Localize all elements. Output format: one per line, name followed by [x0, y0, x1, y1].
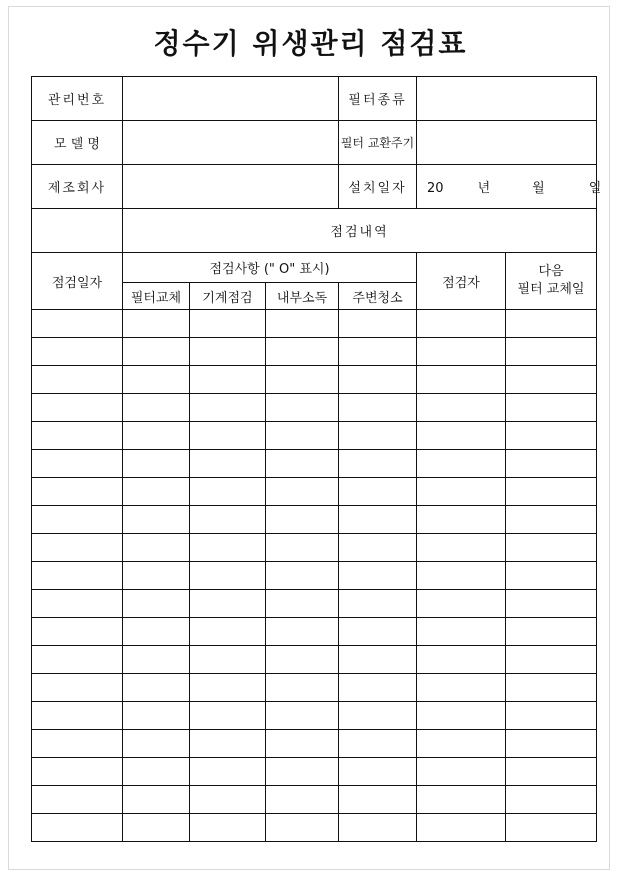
record-cell[interactable]: [417, 450, 506, 478]
model-field[interactable]: [123, 121, 339, 165]
record-cell[interactable]: [339, 758, 417, 786]
record-cell[interactable]: [339, 310, 417, 338]
record-cell[interactable]: [506, 590, 597, 618]
record-cell[interactable]: [123, 450, 190, 478]
record-cell[interactable]: [506, 478, 597, 506]
filter-type-label: 필터종류: [339, 77, 417, 121]
record-cell[interactable]: [506, 534, 597, 562]
record-cell[interactable]: [339, 562, 417, 590]
record-cell[interactable]: [339, 366, 417, 394]
record-cell[interactable]: [266, 478, 339, 506]
table-row: [32, 674, 597, 702]
record-cell[interactable]: [266, 366, 339, 394]
record-cell[interactable]: [190, 422, 266, 450]
page-title: 정수기 위생관리 점검표: [153, 27, 468, 60]
install-date-month: 월: [532, 181, 545, 196]
item-machine-check: 기계점검: [190, 283, 266, 310]
record-cell[interactable]: [339, 506, 417, 534]
record-cell[interactable]: [123, 674, 190, 702]
record-cell[interactable]: [190, 646, 266, 674]
record-cell[interactable]: [266, 814, 339, 842]
record-cell[interactable]: [417, 366, 506, 394]
record-cell[interactable]: [266, 618, 339, 646]
table-row: [32, 618, 597, 646]
record-cell[interactable]: [417, 478, 506, 506]
record-cell[interactable]: [506, 422, 597, 450]
record-cell[interactable]: [32, 730, 123, 758]
record-cell[interactable]: [417, 646, 506, 674]
record-cell[interactable]: [190, 786, 266, 814]
record-cell[interactable]: [123, 310, 190, 338]
record-cell[interactable]: [266, 310, 339, 338]
record-cell[interactable]: [123, 814, 190, 842]
record-cell[interactable]: [190, 562, 266, 590]
record-cell[interactable]: [339, 478, 417, 506]
record-cell[interactable]: [190, 618, 266, 646]
record-cell[interactable]: [339, 814, 417, 842]
table-row: [32, 562, 597, 590]
record-cell[interactable]: [339, 590, 417, 618]
table-row: [32, 422, 597, 450]
record-cell[interactable]: [506, 366, 597, 394]
item-surroundings-clean: 주변청소: [339, 283, 417, 310]
record-cell[interactable]: [123, 702, 190, 730]
record-cell[interactable]: [190, 674, 266, 702]
record-cell[interactable]: [123, 338, 190, 366]
record-cell[interactable]: [32, 506, 123, 534]
record-cell[interactable]: [123, 534, 190, 562]
record-cell[interactable]: [190, 478, 266, 506]
maker-label: 제조회사: [32, 165, 123, 209]
record-cell[interactable]: [506, 814, 597, 842]
record-cell[interactable]: [266, 730, 339, 758]
record-cell[interactable]: [266, 450, 339, 478]
record-cell[interactable]: [190, 758, 266, 786]
next-filter-line2: 필터 교체일: [517, 282, 585, 297]
record-cell[interactable]: [417, 506, 506, 534]
table-row: [32, 338, 597, 366]
next-filter-line1: 다음: [538, 264, 564, 279]
record-cell[interactable]: [123, 394, 190, 422]
record-cell[interactable]: [266, 338, 339, 366]
record-cell[interactable]: [190, 338, 266, 366]
record-cell[interactable]: [506, 786, 597, 814]
record-cell[interactable]: [506, 506, 597, 534]
record-cell[interactable]: [417, 702, 506, 730]
record-cell[interactable]: [123, 562, 190, 590]
record-cell[interactable]: [32, 422, 123, 450]
record-cell[interactable]: [32, 534, 123, 562]
table-row: [32, 478, 597, 506]
record-cell[interactable]: [417, 758, 506, 786]
record-cell[interactable]: [32, 590, 123, 618]
record-cell[interactable]: [339, 422, 417, 450]
record-cell[interactable]: [190, 534, 266, 562]
record-cell[interactable]: [506, 674, 597, 702]
record-cell[interactable]: [123, 422, 190, 450]
record-cell[interactable]: [506, 646, 597, 674]
record-cell[interactable]: [123, 590, 190, 618]
record-cell[interactable]: [506, 338, 597, 366]
record-cell[interactable]: [339, 646, 417, 674]
record-cell[interactable]: [417, 786, 506, 814]
record-cell[interactable]: [123, 506, 190, 534]
record-cell[interactable]: [339, 618, 417, 646]
install-date-prefix: 20: [427, 181, 444, 196]
table-row: [32, 450, 597, 478]
record-cell[interactable]: [32, 366, 123, 394]
record-cell[interactable]: [339, 674, 417, 702]
record-cell[interactable]: [266, 422, 339, 450]
record-cell[interactable]: [32, 618, 123, 646]
install-date-label: 설치일자: [339, 165, 417, 209]
table-row: [32, 730, 597, 758]
record-cell[interactable]: [339, 730, 417, 758]
table-row: [32, 758, 597, 786]
record-cell[interactable]: [266, 394, 339, 422]
record-cell[interactable]: [266, 534, 339, 562]
record-cell[interactable]: [339, 786, 417, 814]
record-cell[interactable]: [339, 450, 417, 478]
record-cell[interactable]: [417, 310, 506, 338]
record-cell[interactable]: [32, 646, 123, 674]
record-cell[interactable]: [123, 786, 190, 814]
install-date-field[interactable]: [417, 165, 602, 209]
record-cell[interactable]: [32, 450, 123, 478]
maker-field[interactable]: [123, 165, 339, 209]
record-cell[interactable]: [506, 394, 597, 422]
table-row: [32, 310, 597, 338]
record-cell[interactable]: [417, 618, 506, 646]
record-cell[interactable]: [506, 702, 597, 730]
install-date-year: 년: [477, 181, 491, 196]
record-cell[interactable]: [32, 338, 123, 366]
record-cell[interactable]: [190, 394, 266, 422]
install-date-day: 일: [588, 181, 602, 196]
record-cell[interactable]: [339, 702, 417, 730]
record-cell[interactable]: [417, 534, 506, 562]
record-cell[interactable]: [266, 786, 339, 814]
section-title: 점검내역: [123, 209, 597, 253]
items-header: 점검사항 (" O" 표시): [123, 253, 417, 283]
record-cell[interactable]: [190, 702, 266, 730]
record-cell[interactable]: [123, 730, 190, 758]
table-row: [32, 702, 597, 730]
record-cell[interactable]: [32, 674, 123, 702]
record-cell[interactable]: [190, 366, 266, 394]
record-cell[interactable]: [32, 786, 123, 814]
record-cell[interactable]: [417, 674, 506, 702]
manage-no-field[interactable]: [123, 77, 339, 121]
inspection-table: [31, 76, 602, 842]
blank-corner: [32, 209, 123, 253]
record-cell[interactable]: [506, 450, 597, 478]
record-cell[interactable]: [417, 338, 506, 366]
record-cell[interactable]: [506, 562, 597, 590]
record-cell[interactable]: [506, 758, 597, 786]
record-cell[interactable]: [417, 730, 506, 758]
record-cell[interactable]: [417, 562, 506, 590]
table-row: [32, 646, 597, 674]
filter-type-field[interactable]: [417, 77, 597, 121]
record-cell[interactable]: [32, 814, 123, 842]
record-cell[interactable]: [32, 310, 123, 338]
record-cell[interactable]: [190, 590, 266, 618]
table-row: [32, 506, 597, 534]
next-filter-header: [506, 253, 597, 310]
model-label: 모 델 명: [32, 121, 123, 165]
record-cell[interactable]: [266, 562, 339, 590]
table-row: [32, 366, 597, 394]
record-cell[interactable]: [123, 758, 190, 786]
record-cell[interactable]: [266, 506, 339, 534]
record-cell[interactable]: [417, 422, 506, 450]
record-cell[interactable]: [190, 450, 266, 478]
record-cell[interactable]: [266, 758, 339, 786]
date-column-header: 점검일자: [32, 253, 123, 310]
record-cell[interactable]: [32, 394, 123, 422]
table-row: [32, 786, 597, 814]
record-cell[interactable]: [123, 366, 190, 394]
record-cell[interactable]: [506, 310, 597, 338]
table-row: [32, 394, 597, 422]
record-cell[interactable]: [32, 702, 123, 730]
record-cell[interactable]: [339, 338, 417, 366]
record-cell[interactable]: [266, 702, 339, 730]
record-cell[interactable]: [417, 814, 506, 842]
record-cell[interactable]: [123, 646, 190, 674]
manage-no-label: 관리번호: [32, 77, 123, 121]
record-cell[interactable]: [32, 478, 123, 506]
record-cell[interactable]: [506, 618, 597, 646]
record-cell[interactable]: [190, 730, 266, 758]
table-row: [32, 534, 597, 562]
table-row: [32, 814, 597, 842]
record-cell[interactable]: [190, 814, 266, 842]
record-cell[interactable]: [32, 758, 123, 786]
filter-cycle-label: 필터 교환주기: [339, 121, 417, 165]
record-cell[interactable]: [506, 730, 597, 758]
item-interior-disinfect: 내부소독: [266, 283, 339, 310]
record-cell[interactable]: [266, 674, 339, 702]
record-cell[interactable]: [339, 394, 417, 422]
record-cell[interactable]: [266, 646, 339, 674]
record-cell[interactable]: [417, 394, 506, 422]
inspector-header: 점검자: [417, 253, 506, 310]
filter-cycle-field[interactable]: [417, 121, 597, 165]
item-filter-replace: 필터교체: [123, 283, 190, 310]
record-cell[interactable]: [123, 478, 190, 506]
record-cell[interactable]: [266, 590, 339, 618]
record-cell[interactable]: [190, 310, 266, 338]
record-cell[interactable]: [32, 562, 123, 590]
record-cell[interactable]: [190, 506, 266, 534]
table-row: [32, 590, 597, 618]
record-cell[interactable]: [339, 534, 417, 562]
record-cell[interactable]: [123, 618, 190, 646]
record-cell[interactable]: [417, 590, 506, 618]
